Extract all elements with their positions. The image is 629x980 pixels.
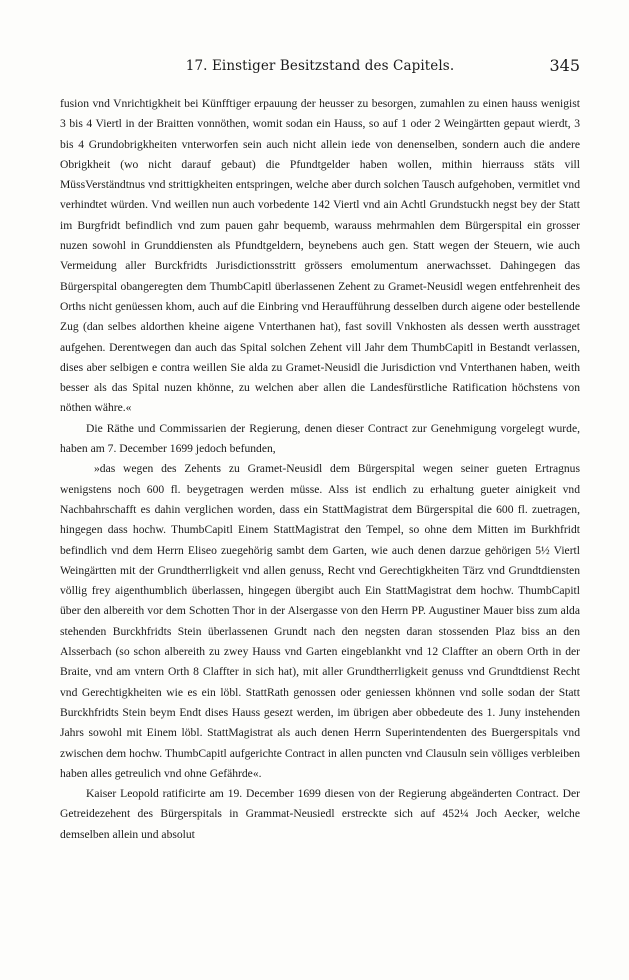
body-text xyxy=(60,94,580,845)
paragraph-continuation: fusion vnd Vnrichtigkheit bei Künfftiger erpauung der heusser zu besorgen, zumahlen zu einen hauss wenigist 3 bis 4 Viertl in der Braitten vonnöthen, womit sodan ein Hauss, so auf 1 oder 2 Weingärtten gepaut wierdt, 3 bis 4 Grundobrigkheiten vnterworfen sein auch nicht allein iede von denenselben, sondern auch die andere Obrigkheit (wo nicht darauf gebaut) die Pfundtgelder haben wollen, mithin hierrauss stäts vill MüssVerständtnus vnd strittigkheiten entspringen, welche aber durch solchen Tausch aufgehoben, vermitlet vnd verhindtet würden. Vnd weillen nun auch vorbedente 142 Viertl vnd ain Achtl Grundstuckh negst bey der Statt im Burgfridt befindlich vnd zum pauen gahr bequemb, warauss mehrmahlen dem Bürgerspital ein grosser nuzen sowohl in Grunddiensten als Pfundtgeldern, beynebens auch gen. Statt wegen der Steuern, wie auch Vermeidung aller Burckfridts Jurisdictionsstritt grössers emolumentum anerwachsset. Dahingegen das Bürgerspital obangeregten dem ThumbCapitl überlassenen Zehent zu Gramet-Neusidl wegen entfehrenheit des Orths nicht genüessen khom, auch auf die Einbring vnd Heraufführung desselben durch aigene oder bestellende Zug (dan selbes aldorthen kheine aigene Vnterthanen hat), fast sovill Vnkhosten als dessen werth ausstraget aufgehen. Derentwegen dan auch das Spital solchen Zehent vill Jahr dem ThumbCapitl in Bestandt verlassen, dises aber selbigen e contra weillen Sie alda zu Gramet-Neusidl die Jurisdiction vnd Vnterthanen haben, weith besser als das Spital nuzen khönne, zu welchen aber allen die Landesfürstliche Ratification höchstens von nöthen währe.« xyxy=(60,97,580,415)
paragraph-quotation: »das wegen des Zehents zu Gramet-Neusidl dem Bürgerspital wegen seiner gueten Ertragnus wenigstens noch 600 fl. beygetragen werden müsse. Alss ist endlich zu erhaltung gueter ainigkeit vnd Nachbahrschafft es dahin verglichen worden, dass ein StattMagistrat dem Bürgerspital die 600 fl. zuetragen, hingegen dass hochw. ThumbCapitl Einem StattMagistrat den Tempel, so ohne dem Mitten im Burkhfridt befindlich vnd dem Herrn Eliseo zuegehörig sambt dem Garten, wie auch denen darzue gehörigen 5½ Viertl Weingärtten mit der Grundtherrligkeit vnd allen genuss, Recht vnd Gerechtigkheiten Tärz vnd Grundtdiensten völlig frey aigenthumblich überlassen, hingegen übergibt auch Ein StattMagistrat dem hochw. ThumbCapitl über den albereith vor dem Schotten Thor in der Alsergasse von den Herrn PP. Augustiner Mauer biss zum alda stehenden Burckhfridts Stein überlassenen Grundt nach den negsten daran stossenden Plaz biss an den Alsserbach (so schon albereith zu zwey Hauss vnd Garten eingeblankht vnd 12 Claffter an obern Orth in der Braite, vnd am vntern Orth 8 Claffter in sich hat), mit aller Grundtherrligkeit genuss vnd Grundtdienst Recht vnd Gerechtigkheiten wie es ein löbl. StattRath genossen oder geniessen khönnen vnd solle sodan der Statt Burckhfridts Stein beym Endt dises Hauss gesezt werden, im übrigen aber obbedeute des 1. Juny instehenden Jahrs sowohl mit Einem löbl. StattMagistrat als auch denen Herrn Superintendenten des Buergerspitals vnd zwischen dem hochw. ThumbCapitl aufgerichte Contract in allen puncten vnd Clausuln sein völliges verbleiben haben alles getreulich vnd ohne Gefährde«. xyxy=(60,462,580,780)
paragraph-regierung: Die Räthe und Commissarien der Regierung, denen dieser Contract zur Genehmigung vorgelegt wurde, haben am 7. December 1699 jedoch befunden, xyxy=(60,421,580,456)
page-header xyxy=(60,58,580,80)
page-number: 345 xyxy=(549,56,580,75)
running-title: 17. Einstiger Besitzstand des Capitels. xyxy=(185,58,455,74)
paragraph-ratification: Kaiser Leopold ratificirte am 19. December 1699 diesen von der Regierung abgeänderten Contract. Der Getreidezehent des Bürgerspitals in Grammat-Neusiedl erstreckte sich auf 452¼ Joch Aecker, welche demselben allein und absolut xyxy=(60,787,580,841)
